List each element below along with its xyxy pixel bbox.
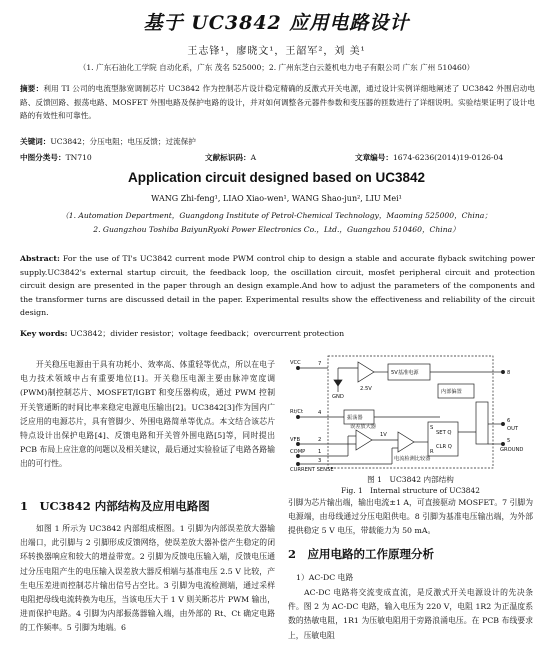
label-pin6: 6 (507, 418, 511, 424)
label-pin8: 8 (507, 370, 511, 376)
section2-heading: 2 应用电路的工作原理分析 (288, 547, 435, 561)
label-pin3: 3 (318, 458, 322, 464)
paper-title-en: Application circuit designed based on UC3842 (127, 170, 426, 185)
label-latch-clr: CLR Q (436, 444, 452, 450)
intro-paragraph: 开关稳压电源由于具有功耗小、效率高、体重轻等优点，所以在电子电力技术领域中占有重要地位[1]。开关稳压电源主要由脉冲宽度调(PWM)制控制芯片、MOSFET/IGBT 和变压器构成，通过 PWM 控制开关管通断的时间比率来稳定电源电压输出[2]。UC3842[3]作为国内广泛应用的电源芯片，具有管脚少、外围电路简单等优点。本文结合该芯片特点设计出保护电路[4]、反馈电路和开关管外围电路[5]等，同时提出 PCB 布局上应注意的问题以及相关建议，最后通过实验验证了电路各路输出的可行性。 (20, 360, 275, 469)
article-no: 文章编号：1674-6236(2014)19-0126-04 (355, 153, 504, 162)
abstract-cn-text: 利用 TI 公司的电流型脉宽调制芯片 UC3842 作为控制芯片设计稳定精确的反激式开关电源，通过设计实例详细地阐述了 UC3842 外围启动电路、反馈回路、振荡电路、MOSFET 外围电路及保护电路的设计，并对如何调整各元器件参数和变压器的匝数进行了详细说明。实验结果证明了设计电路的有效性和可靠性。 (20, 84, 535, 120)
label-vref: 5V基准电源 (391, 370, 419, 376)
doc-code: 文献标识码：A (205, 153, 257, 162)
label-osc: 振荡器 (347, 415, 363, 421)
section1-paragraph: 如图 1 所示为 UC3842 内部组成框图。1 引脚为内部误差放大器输出端口，此引脚与 2 引脚形成反馈网络，使误差放大器补偿产生稳定的闭环转换器响应和较大的增益带宽。2 引脚为反馈电压输入端，反馈电压通过分压电阻产生的电压输入误差放大器反相端与基准电压 2.5 V 比较，产生电压差进而控制芯片输出信号占空比。3 引脚为电流检测端，通过采样电阻把母线电流转换为电压，当该电压大于 1 V 则关断芯片 PWM 输出，进而保护电路。4 引脚为内部振荡器输入端，由外部的 Rt、Ct 确定电路的工作频率。5 引脚为地端。6 (20, 524, 275, 633)
keywords-en-label: Key words: (20, 329, 68, 338)
keywords-cn (20, 136, 535, 147)
affiliation-en-2: 2. Guangzhou Toshiba BaiyunRyoki Power Electronics Co.，Ltd.，Guangzhou 510460，China） (93, 225, 460, 234)
label-latch-r: R (430, 449, 434, 455)
block-diagram-svg (288, 352, 533, 474)
label-gnd: GND (332, 394, 344, 400)
label-pin2: 2 (318, 437, 322, 443)
abstract-en-label: Abstract: (20, 254, 60, 263)
label-err-amp: 误差放大器 (350, 424, 376, 430)
label-latch-set: SET Q (436, 430, 452, 436)
label-one-v: 1V (380, 432, 387, 438)
current-sense-comparator (398, 432, 414, 452)
label-out: OUT (507, 426, 519, 432)
authors-cn: 王志锋¹，廖晓文¹，王韶军²，刘 美¹ (187, 46, 366, 57)
figure-uc3842-block-diagram (288, 352, 533, 474)
authors-en: WANG Zhi-feng¹, LIAO Xiao-wen¹, WANG Shao-jun², LIU Mei¹ (151, 194, 402, 203)
label-pin7: 7 (318, 361, 322, 367)
label-cs-cmp: 电流检测比较器 (394, 456, 431, 462)
class-no: 中图分类号：TN710 (20, 153, 92, 162)
label-internal-bias: 内部偏置 (441, 389, 462, 395)
paper-title-cn: 基于 UC3842 应用电路设计 (143, 12, 410, 34)
uvlo-comparator (358, 362, 374, 382)
label-ground: GROUND (500, 447, 524, 453)
label-rtct: Rt/Ct (290, 409, 304, 415)
label-cs: CURRENT SENSE (290, 467, 334, 473)
keywords-en-text: UC3842；divider resistor；voltage feedback；overcurrent protection (70, 329, 345, 338)
label-vfb: VFB (290, 437, 301, 443)
label-comp: COMP (290, 449, 306, 455)
figure-caption-cn: 图 1 UC3842 内部结构 (367, 475, 454, 484)
affiliation-en-1: （1. Automation Department，Guangdong Institute of Petrol-Chemical Technology，Maoming 525000，China； (61, 211, 492, 220)
label-pin1: 1 (318, 449, 322, 455)
output-stage (476, 402, 488, 444)
abstract-cn-label: 摘要： (20, 84, 44, 93)
subsection-ac-dc: 1）AC-DC 电路 (296, 573, 354, 582)
keywords-cn-label: 关键词： (20, 137, 51, 146)
label-latch-s: S (430, 425, 434, 431)
abstract-en-text: For the use of TI's UC3842 current mode PWM control chip to design a stable and accurate flyback switching power supply.UC3842's external startup circuit, the feedback loop, the oscillation circuit, mosfet peripheral circuit and protection circuit design are presented in the paper through an design example.And how to adjust the parameters of the components and the transformer turns are discussed detail in the paper. Experimental results show the effectiveness and reliability of the circuit design. (20, 254, 535, 317)
keywords-cn-text: UC3842；分压电阻；电压反馈；过流保护 (50, 137, 196, 146)
abstract-cn (20, 82, 535, 123)
figure-caption-en: Fig. 1 Internal structure of UC3842 (341, 486, 480, 495)
affiliation-cn: （1. 广东石油化工学院 自动化系，广东 茂名 525000；2. 广州东芝白云菱机电力电子有限公司 广东 广州 510460） (78, 63, 475, 72)
right-paragraph-2: AC-DC 电路将交流变成直流，是反激式开关电源设计的先决条件。图 2 为 AC-DC 电路，输入电压为 220 V，电阻 1R2 为正温度系数的热敏电阻，1R1 为压敏电阻用于旁路浪涌电压。在 PCB 布线要求上，压敏电阻 (288, 588, 533, 640)
label-vcc: VCC (290, 360, 301, 366)
label-pin4: 4 (318, 410, 322, 416)
right-paragraph-1: 引脚为芯片输出端，输出电流±1 A，可直接驱动 MOSFET。7 引脚为电源端，由母线通过分压电阻供电。8 引脚为基准电压输出端，为外部提供稳定 5 V 电压，带载能力为 50 mA。 (288, 498, 533, 536)
section1-heading: 1 UC3842 内部结构及应用电路图 (20, 499, 210, 513)
label-pin5: 5 (507, 438, 511, 444)
error-amplifier (356, 430, 372, 450)
keywords-en (20, 328, 535, 339)
abstract-en (20, 252, 535, 320)
label-uvlo: 2.5V (360, 386, 372, 392)
